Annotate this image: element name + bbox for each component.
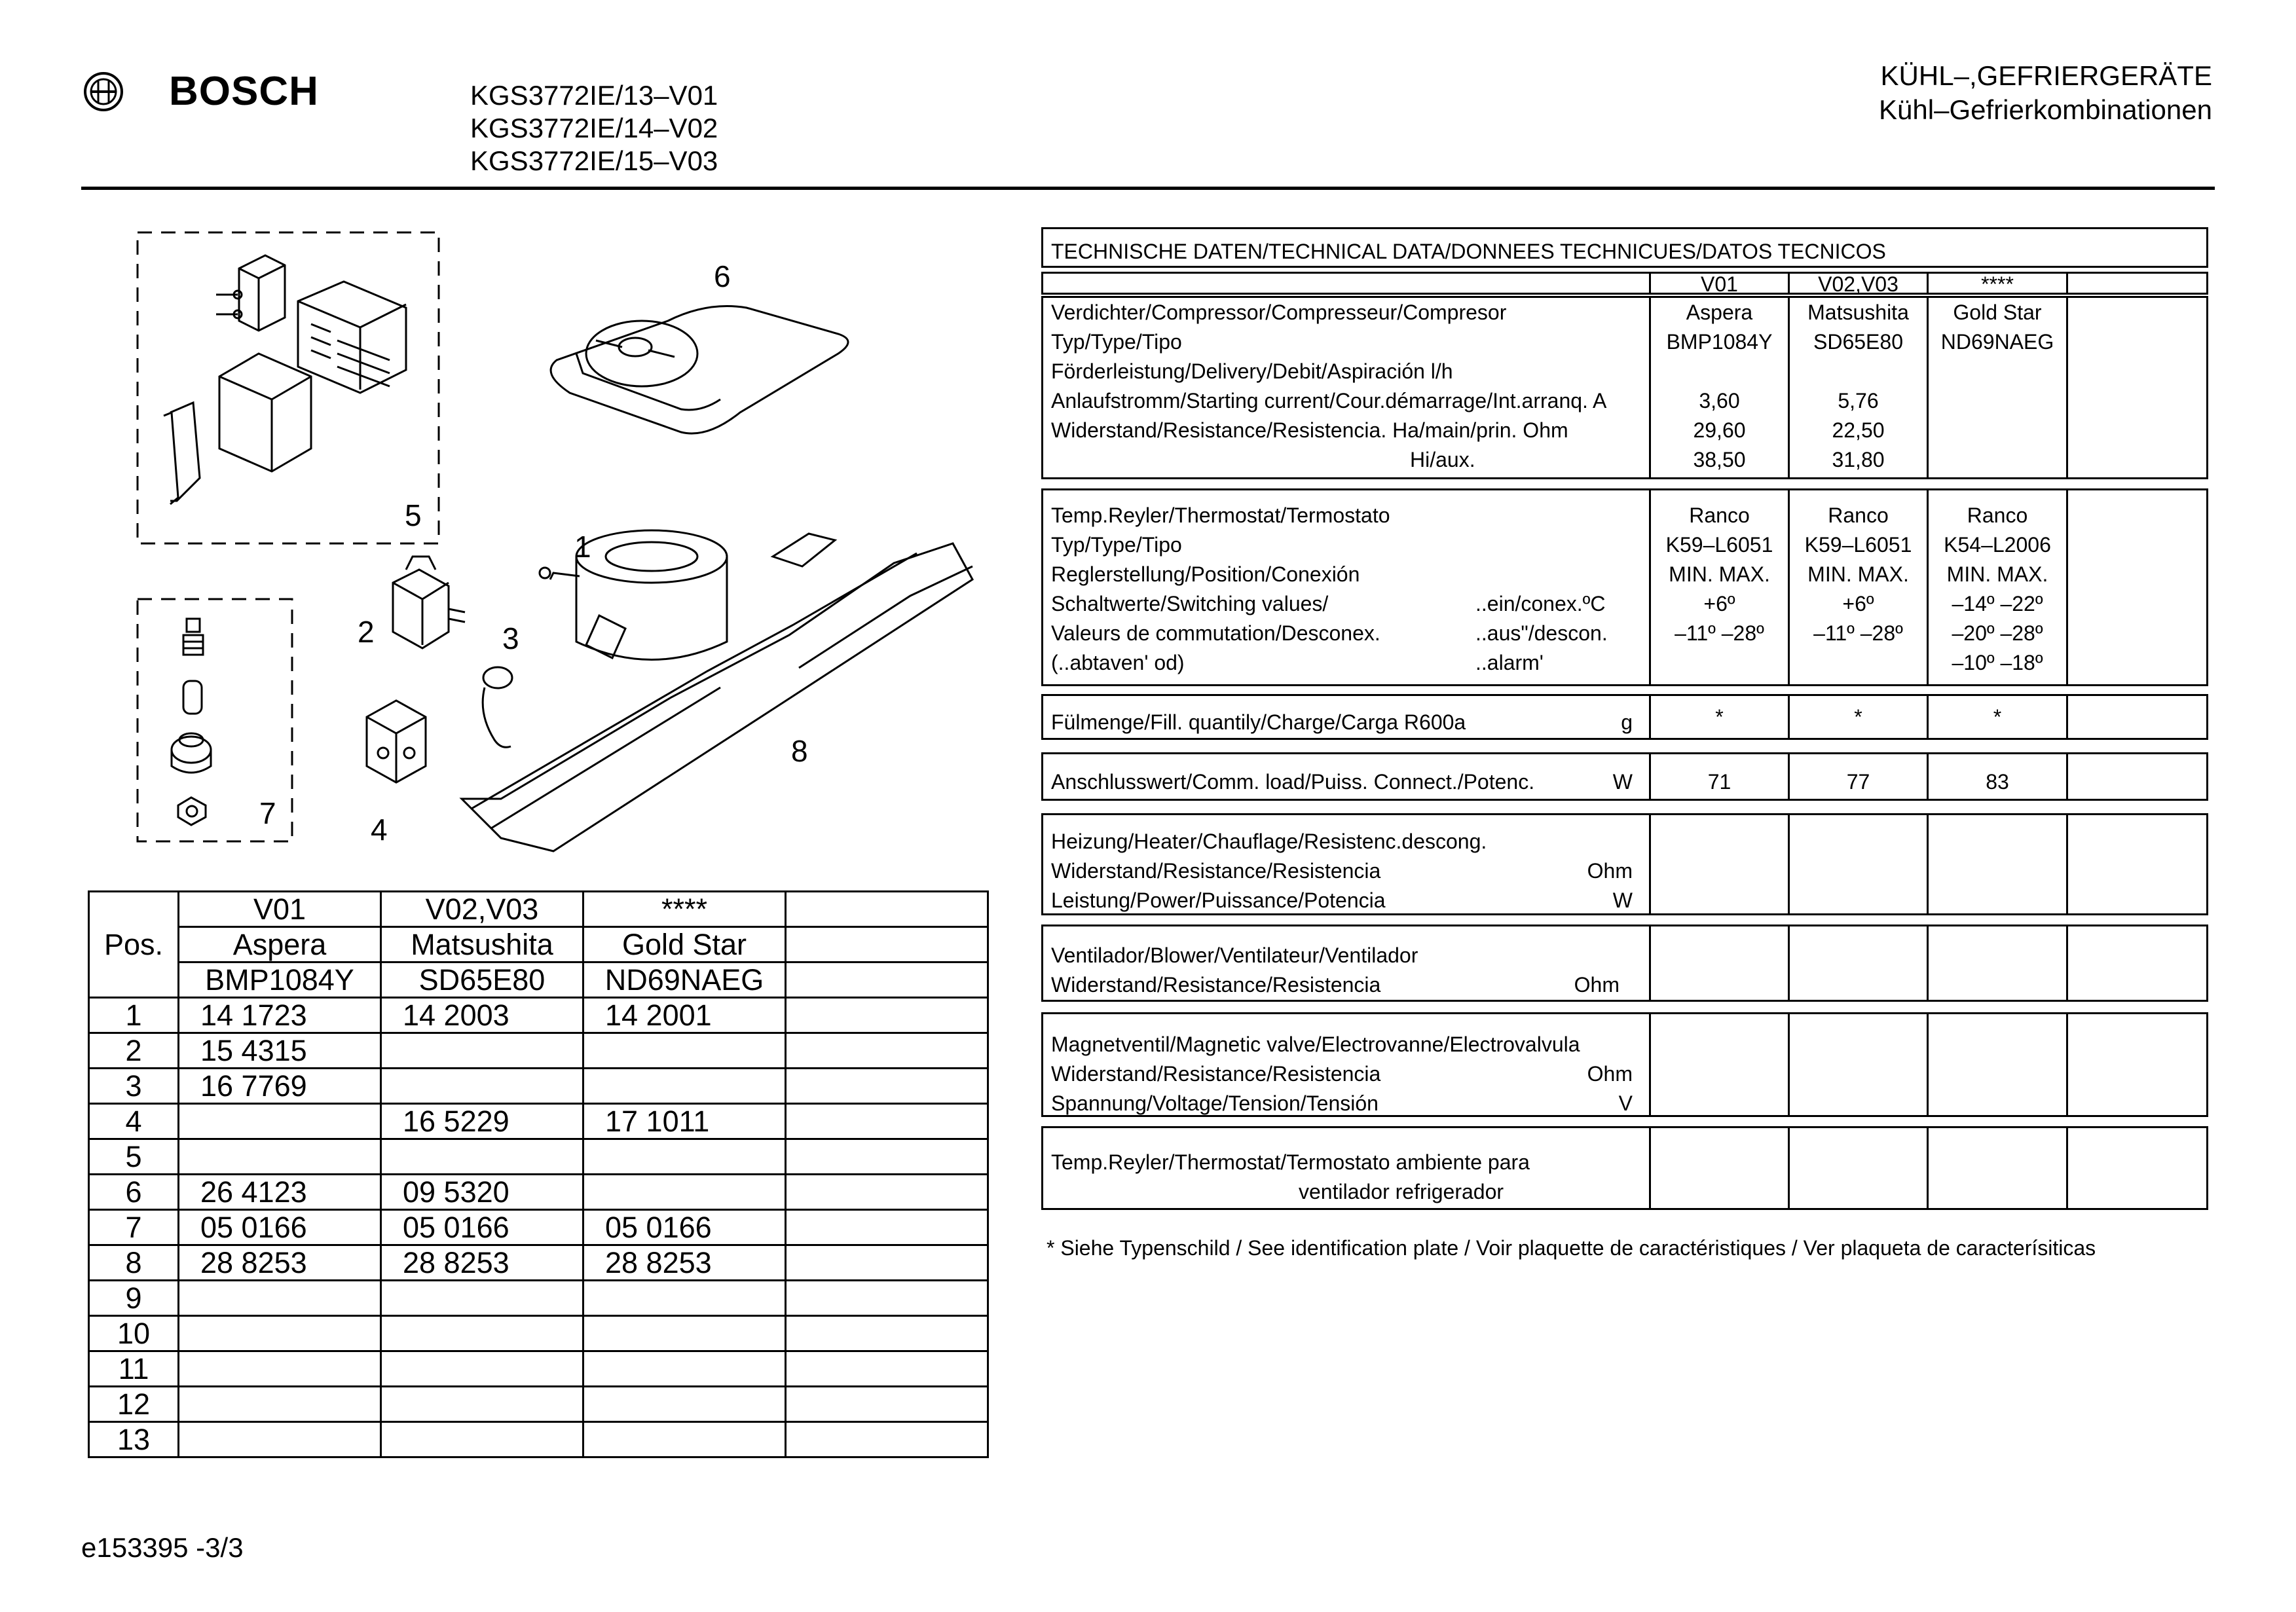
part-number-v01 [179, 1139, 381, 1175]
part-number-v01 [179, 1351, 381, 1387]
callout-8: 8 [791, 734, 808, 768]
part-number-v02 [381, 1316, 583, 1351]
part-number-v02 [381, 1281, 583, 1316]
table-row [89, 1033, 988, 1069]
part-number-gs [583, 1316, 786, 1351]
tech-compressor-block [1041, 296, 2208, 479]
part-number-v01 [179, 1422, 381, 1457]
part-number-gs: 28 8253 [583, 1245, 786, 1281]
thermostat-value-v02-row-0: Ranco [1828, 504, 1889, 527]
heater-power-label: Leistung/Power/Puissance/Potencia [1051, 888, 1386, 912]
load-gs: 83 [1986, 770, 2009, 794]
compressor-value-v01-row-3: 3,60 [1699, 389, 1740, 412]
header-rule [81, 187, 2215, 190]
part-number-v02 [381, 1139, 583, 1175]
fill-v01: * [1715, 705, 1724, 729]
compressor-current-label: Anlaufstromm/Starting current/Cour.démarrage/Int.arranq. A [1051, 389, 1607, 412]
pos-cell: 7 [89, 1210, 179, 1245]
thermostat-value-gs-row-5: –10º –18º [1952, 651, 2043, 674]
compressor-value-v02-row-4: 22,50 [1832, 418, 1885, 442]
fan-thermostat-label: Temp.Reyler/Thermostat/Termostato ambiente para [1051, 1150, 1530, 1174]
part-number-v01: 15 4315 [179, 1033, 381, 1069]
brand-name: BOSCH [169, 69, 319, 114]
fill-v02: * [1854, 705, 1862, 729]
tech-thermostat-block [1041, 488, 2208, 686]
col-variant-gs: **** [583, 892, 786, 927]
thermostat-value-gs-row-1: K54–L2006 [1944, 533, 2051, 557]
compressor-value-v02-row-0: Matsushita [1807, 301, 1909, 324]
empty-cell [786, 1245, 988, 1281]
compressor-type-label: Typ/Type/Tipo [1051, 330, 1182, 354]
pos-cell: 4 [89, 1104, 179, 1139]
tech-col-v01: V01 [1701, 272, 1738, 296]
part-number-v01 [179, 1387, 381, 1422]
thermostat-values-label: Valeurs de commutation/Desconex. [1051, 621, 1380, 645]
empty-cell [786, 1387, 988, 1422]
empty-cell [786, 1422, 988, 1457]
pos-header: Pos. [89, 892, 179, 998]
load-v02: 77 [1846, 770, 1870, 794]
thermostat-value-v02-row-1: K59–L6051 [1804, 533, 1912, 557]
part-number-v02: 28 8253 [381, 1245, 583, 1281]
callout-7: 7 [259, 796, 276, 830]
bosch-logo-icon [83, 71, 124, 113]
pos-cell: 9 [89, 1281, 179, 1316]
fill-label: Fülmenge/Fill. quantily/Charge/Carga R600a [1051, 710, 1466, 734]
part-number-gs: 17 1011 [583, 1104, 786, 1139]
drip-tray-part-6 [551, 306, 848, 434]
valve-voltage-label: Spannung/Voltage/Tension/Tensión [1051, 1091, 1379, 1115]
thermostat-alarm-sublabel: ..alarm' [1475, 651, 1544, 674]
thermostat-label: Temp.Reyler/Thermostat/Termostato [1051, 504, 1390, 527]
col-model-v01: BMP1084Y [179, 962, 381, 998]
callout-5: 5 [405, 498, 422, 532]
thermostat-value-gs-row-2: MIN. MAX. [1946, 562, 2048, 586]
empty-cell [786, 1281, 988, 1316]
part-number-v01: 14 1723 [179, 998, 381, 1033]
empty-cell [786, 1139, 988, 1175]
base-frame-part-8 [462, 534, 972, 851]
parts-table [88, 890, 989, 1458]
tech-col-header-row [1041, 272, 2208, 295]
heater-power-unit: W [1612, 888, 1633, 912]
table-row [89, 1245, 988, 1281]
thermostat-type-label: Typ/Type/Tipo [1051, 533, 1182, 557]
part-number-v01 [179, 1104, 381, 1139]
tech-fill-block [1041, 694, 2208, 740]
empty-cell [786, 1104, 988, 1139]
callout-6: 6 [714, 259, 731, 293]
compressor-value-v01-row-5: 38,50 [1693, 448, 1746, 471]
part-number-v01: 28 8253 [179, 1245, 381, 1281]
part-number-gs [583, 1139, 786, 1175]
blower-resistance-label: Widerstand/Resistance/Resistencia [1051, 973, 1381, 997]
blower-resistance-unit: Ohm [1574, 973, 1620, 997]
table-row [89, 1139, 988, 1175]
pos-cell: 10 [89, 1316, 179, 1351]
part-number-gs [583, 1351, 786, 1387]
thermostat-value-v02-row-2: MIN. MAX. [1807, 562, 1909, 586]
compressor-value-v01-row-0: Aspera [1686, 301, 1753, 324]
load-v01: 71 [1707, 770, 1731, 794]
thermostat-value-v02-row-4: –11º –28º [1813, 621, 1903, 645]
table-row [89, 1387, 988, 1422]
tech-load-block [1041, 752, 2208, 801]
overload-protector-part-4 [367, 701, 426, 782]
tech-col-v02: V02,V03 [1818, 272, 1898, 296]
fan-thermostat-label-2: ventilador refrigerador [1299, 1180, 1504, 1203]
kit-box-5 [138, 232, 439, 543]
relay-kit-part-5 [164, 255, 406, 504]
tech-title-box [1041, 227, 2208, 268]
part-number-v01: 26 4123 [179, 1175, 381, 1210]
part-number-v02: 16 5229 [381, 1104, 583, 1139]
empty-cell [786, 998, 988, 1033]
table-row [89, 1104, 988, 1139]
thermostat-position-label: Reglerstellung/Position/Conexión [1051, 562, 1360, 586]
tech-footnote: * Siehe Typenschild / See identification plate / Voir plaquette de caractéristiques / Ver plaqueta de caracterísiticas [1046, 1236, 2096, 1260]
callout-3: 3 [502, 621, 519, 655]
compressor-value-v01-row-4: 29,60 [1693, 418, 1746, 442]
thermostat-value-v01-row-3: +6º [1703, 592, 1735, 615]
compressor-value-gs-row-0: Gold Star [1953, 301, 2042, 324]
category-subtitle: Kühl–Gefrierkombinationen [1879, 94, 2212, 125]
tech-valve-block [1041, 1012, 2208, 1117]
thermostat-value-v01-row-0: Ranco [1689, 504, 1750, 527]
empty-cell [786, 1316, 988, 1351]
table-row [89, 1351, 988, 1387]
callout-4: 4 [371, 813, 388, 847]
table-row [89, 1316, 988, 1351]
compressor-value-v02-row-5: 31,80 [1832, 448, 1885, 471]
table-row [89, 1422, 988, 1457]
empty-cell [786, 1033, 988, 1069]
thermostat-value-v01-row-2: MIN. MAX. [1669, 562, 1770, 586]
pos-cell: 3 [89, 1069, 179, 1104]
thermostat-off-sublabel: ..aus"/descon. [1475, 621, 1608, 645]
empty-cell [786, 1175, 988, 1210]
col-brand-v02: Matsushita [381, 927, 583, 962]
col-brand-gs: Gold Star [583, 927, 786, 962]
pos-cell: 8 [89, 1245, 179, 1281]
model-number-1: KGS3772IE/13–V01 [470, 80, 718, 111]
compressor-part-1 [540, 530, 727, 660]
part-number-v02 [381, 1422, 583, 1457]
thermostat-value-gs-row-0: Ranco [1967, 504, 2028, 527]
part-number-gs [583, 1281, 786, 1316]
pos-cell: 2 [89, 1033, 179, 1069]
col-brand-v01: Aspera [179, 927, 381, 962]
part-number-gs: 14 2001 [583, 998, 786, 1033]
part-number-gs: 05 0166 [583, 1210, 786, 1245]
heater-resistance-label: Widerstand/Resistance/Resistencia [1051, 859, 1381, 883]
compressor-value-v02-row-3: 5,76 [1838, 389, 1879, 412]
col-model-v02: SD65E80 [381, 962, 583, 998]
thermostat-on-sublabel: ..ein/conex.ºC [1475, 592, 1606, 615]
model-number-2: KGS3772IE/14–V02 [470, 113, 718, 143]
tech-col-gs: **** [1981, 272, 2014, 296]
fill-gs: * [1993, 705, 2002, 729]
heater-label: Heizung/Heater/Chauflage/Resistenc.descong. [1051, 830, 1487, 853]
part-number-v02: 14 2003 [381, 998, 583, 1033]
compressor-delivery-label: Förderleistung/Delivery/Debit/Aspiración l/h [1051, 359, 1453, 383]
tech-fan-thermostat-block [1041, 1126, 2208, 1210]
tech-title: TECHNISCHE DATEN/TECHNICAL DATA/DONNEES TECHNICUES/DATOS TECNICOS [1051, 240, 1886, 263]
fill-unit: g [1621, 710, 1633, 734]
pos-cell: 5 [89, 1139, 179, 1175]
thermostat-value-v01-row-1: K59–L6051 [1665, 533, 1773, 557]
part-number-v02 [381, 1387, 583, 1422]
callout-1: 1 [574, 530, 591, 564]
heater-resistance-unit: Ohm [1587, 859, 1633, 883]
part-number-v02: 09 5320 [381, 1175, 583, 1210]
part-number-v02 [381, 1069, 583, 1104]
tech-blower-block [1041, 925, 2208, 1002]
part-number-gs [583, 1033, 786, 1069]
callout-2: 2 [358, 615, 375, 649]
empty-cell [786, 1069, 988, 1104]
part-number-v02: 05 0166 [381, 1210, 583, 1245]
part-number-v01 [179, 1316, 381, 1351]
compressor-value-v02-row-1: SD65E80 [1813, 330, 1903, 354]
table-row [89, 1210, 988, 1245]
valve-resistance-unit: Ohm [1587, 1062, 1633, 1086]
part-number-gs [583, 1422, 786, 1457]
load-label: Anschlusswert/Comm. load/Puiss. Connect./Potenc. [1051, 770, 1535, 794]
part-number-gs [583, 1069, 786, 1104]
compressor-value-v01-row-1: BMP1084Y [1666, 330, 1773, 354]
tech-heater-block [1041, 813, 2208, 915]
valve-label: Magnetventil/Magnetic valve/Electrovanne/Electrovalvula [1051, 1033, 1580, 1056]
thermostat-defrost-label: (..abtaven' od) [1051, 651, 1185, 674]
valve-resistance-label: Widerstand/Resistance/Resistencia [1051, 1062, 1381, 1086]
part-number-gs [583, 1175, 786, 1210]
compressor-resistance-label: Widerstand/Resistance/Resistencia. Ha/main/prin. Ohm [1051, 418, 1568, 442]
table-row [89, 1281, 988, 1316]
empty-cell [786, 1210, 988, 1245]
valve-voltage-unit: V [1618, 1091, 1633, 1115]
document-id: e153395 -3/3 [81, 1532, 244, 1563]
thermostat-switching-label: Schaltwerte/Switching values/ [1051, 592, 1329, 615]
col-variant-v02: V02,V03 [381, 892, 583, 927]
part-number-v01: 16 7769 [179, 1069, 381, 1104]
table-row [89, 1069, 988, 1104]
mounting-kit-part-7 [172, 619, 211, 825]
pos-cell: 1 [89, 998, 179, 1033]
pos-cell: 12 [89, 1387, 179, 1422]
thermostat-value-v01-row-4: –11º –28º [1675, 621, 1764, 645]
table-row [89, 1175, 988, 1210]
empty-cell [786, 1351, 988, 1387]
thermostat-value-gs-row-4: –20º –28º [1952, 621, 2043, 645]
part-number-gs [583, 1387, 786, 1422]
compressor-value-gs-row-1: ND69NAEG [1940, 330, 2054, 354]
model-number-3: KGS3772IE/15–V03 [470, 145, 718, 176]
part-number-v01 [179, 1281, 381, 1316]
col-variant-v01: V01 [179, 892, 381, 927]
table-row [89, 998, 988, 1033]
part-number-v02 [381, 1033, 583, 1069]
load-unit: W [1612, 770, 1633, 794]
pos-cell: 6 [89, 1175, 179, 1210]
blower-label: Ventilador/Blower/Ventilateur/Ventilador [1051, 943, 1418, 967]
pos-cell: 13 [89, 1422, 179, 1457]
compressor-aux-label: Hi/aux. [1410, 448, 1475, 471]
thermostat-value-gs-row-3: –14º –22º [1952, 592, 2043, 615]
pos-cell: 11 [89, 1351, 179, 1387]
part-number-v02 [381, 1351, 583, 1387]
category-title: KÜHL–,GEFRIERGERÄTE [1880, 60, 2212, 91]
part-number-v01: 05 0166 [179, 1210, 381, 1245]
compressor-label: Verdichter/Compressor/Compresseur/Compresor [1051, 301, 1507, 324]
thermostat-value-v02-row-3: +6º [1842, 592, 1874, 615]
terminal-cap-part-3 [483, 667, 512, 747]
start-relay-part-2 [393, 557, 465, 648]
exploded-parts-diagram [118, 216, 995, 871]
col-model-gs: ND69NAEG [583, 962, 786, 998]
